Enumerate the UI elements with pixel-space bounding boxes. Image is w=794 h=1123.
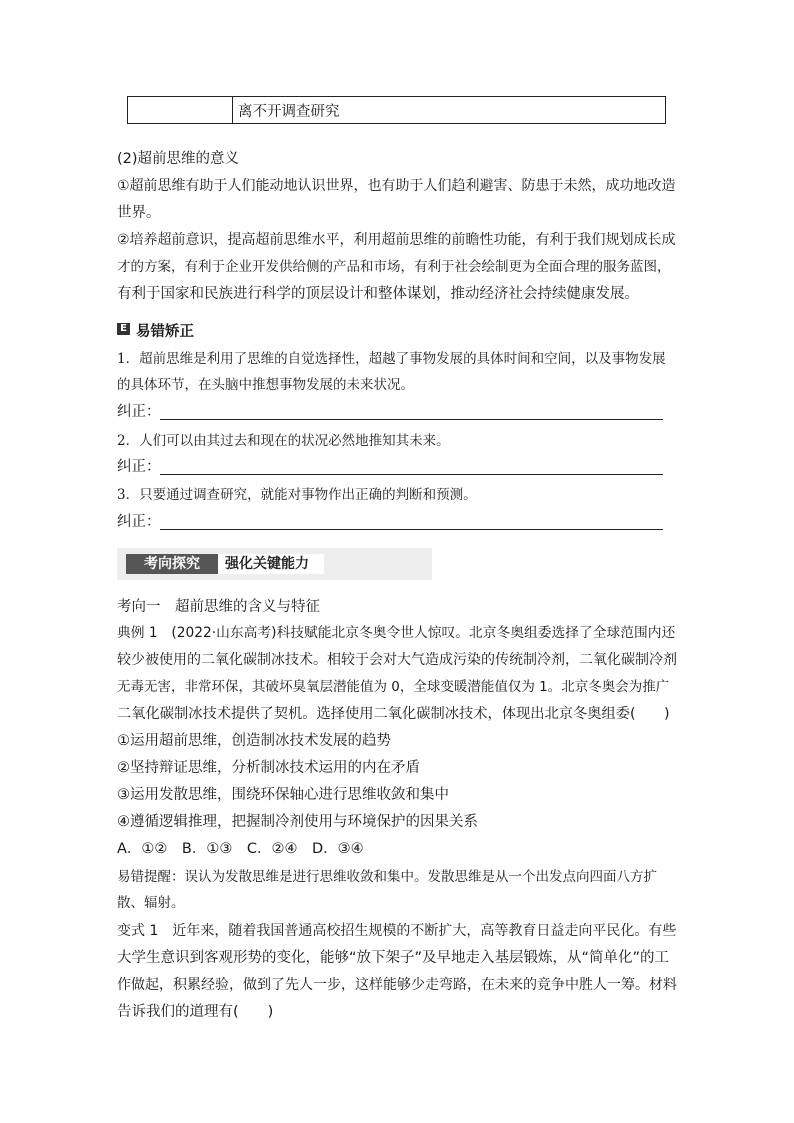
error-tip-line1: 易错提醒：误认为发散思维是进行思维收敛和集中。发散思维是从一个出发点向四面八方扩 [117,869,657,885]
error-tip-line2: 散、辐射。 [117,895,185,911]
correction-label-3: 纠正： [117,514,161,530]
significance-p1-line2: 世界。 [117,205,161,221]
variant1-line1: 变式 1 近年来，随着我国普通高校招生规模的不断扩大，高等教育日益走向平民化。有些 [117,923,677,939]
correction-blank-3[interactable] [160,529,663,530]
significance-p2-line1: ②培养超前意识，提高超前思维水平，利用超前思维的前瞻性功能，有利于我们规划成长成 [117,232,676,248]
table-empty-cell [128,97,233,123]
answer-choices: A．①② B．①③ C．②④ D．③④ [117,841,364,857]
variant1-line4: 告诉我们的道理有( ) [117,1004,274,1020]
variant1-line3: 作做起，积累经验，做到了先人一步，这样能够少走弯路，在未来的竞争中胜人一筹。材料 [117,977,677,993]
correction-label-1: 纠正： [117,404,161,420]
correction-blank-2[interactable] [160,474,663,475]
option-4: ④遵循逻辑推理，把握制冷剂使用与环境保护的因果关系 [117,814,478,830]
correction-blank-1[interactable] [160,419,663,420]
banner-dark-label: 考向探究 [126,554,218,574]
error-section-title: 易错矫正 [136,324,194,340]
example1-line4: 二氧化碳制冰技术提供了契机。选择使用二氧化碳制冰技术，体现出北京冬奥组委( ) [117,706,670,722]
error-item3: 3．只要通过调查研究，就能对事物作出正确的判断和预测。 [117,487,477,503]
option-3: ③运用发散思维，围绕环保轴心进行思维收敛和集中 [117,787,449,803]
error-item1-line2: 的具体环节，在头脑中推想事物发展的未来状况。 [117,377,414,393]
banner-light-label: 强化关键能力 [225,556,309,572]
example1-line1: 典例 1 (2022·山东高考)科技赋能北京冬奥令世人惊叹。北京冬奥组委选择了全球范围内还 [117,625,676,641]
section-banner [117,548,432,580]
variant1-line2: 大学生意识到客观形势的变化，能够“放下架子”及早地走入基层锻炼，从“简单化”的工 [117,950,670,966]
error-item2: 2．人们可以由其过去和现在的状况必然地推知其未来。 [117,433,450,449]
option-2: ②坚持辩证思维，分析制冰技术运用的内在矛盾 [117,760,420,776]
correction-label-2: 纠正： [117,459,161,475]
significance-p2-line3: 有利于国家和民族进行科学的顶层设计和整体谋划，推动经济社会持续健康发展。 [117,286,639,302]
direction-heading: 考向一 超前思维的含义与特征 [117,599,320,615]
error-item1-line1: 1．超前思维是利用了思维的自觉选择性，超越了事物发展的具体时间和空间，以及事物发展 [117,351,666,367]
example1-line3: 无毒无害，非常环保，其破坏臭氧层潜能值为 0，全球变暖潜能值仅为 1。北京冬奥会为推广 [117,679,670,695]
table-cell-text: 离不开调查研究 [238,104,340,120]
section-e-icon: E [117,323,130,335]
example1-line2: 较少被使用的二氧化碳制冰技术。相较于会对大气造成污染的传统制冷剂，二氧化碳制冷剂 [117,652,677,668]
significance-p2-line2: 才的方案，有利于企业开发供给侧的产品和市场，有利于社会绘制更为全面合理的服务蓝图， [117,259,671,275]
significance-p1-line1: ①超前思维有助于人们能动地认识世界，也有助于人们趋利避害、防患于未然，成功地改造 [117,178,676,194]
significance-heading: (2)超前思维的意义 [117,151,240,167]
summary-table-row [127,96,666,124]
option-1: ①运用超前思维，创造制冰技术发展的趋势 [117,733,391,749]
